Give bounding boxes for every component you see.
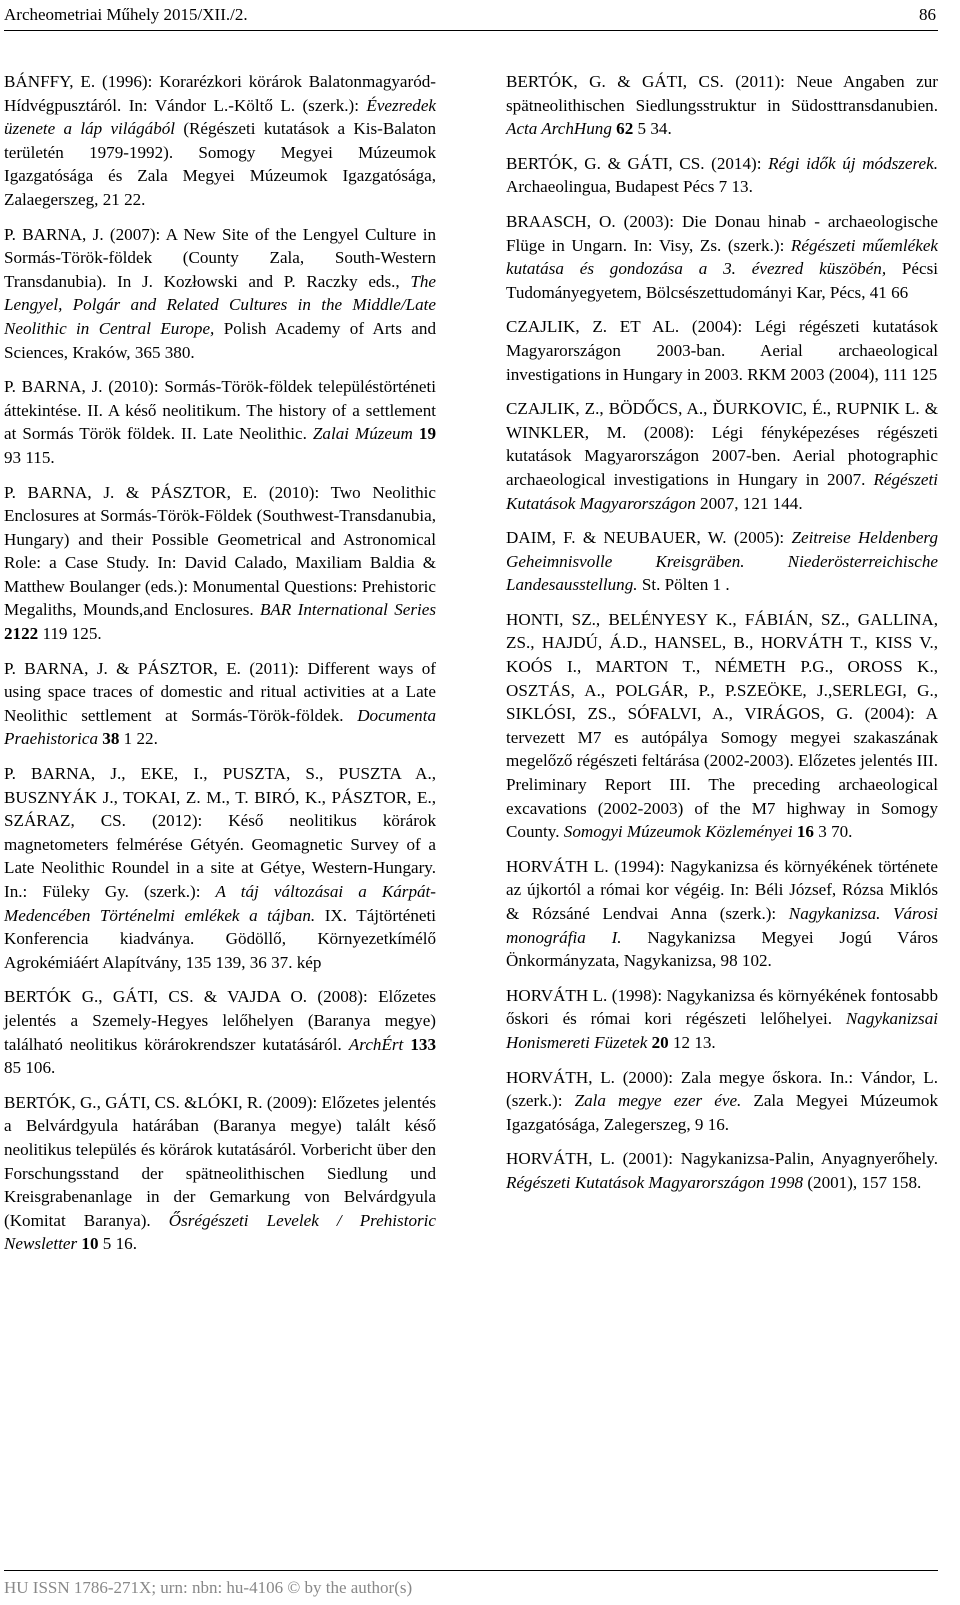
reference-entry bbox=[4, 1091, 436, 1256]
references-left-column bbox=[4, 70, 436, 1267]
reference-text: 2122 bbox=[4, 624, 39, 644]
reference-text: Somogyi Múzeumok Közleményei bbox=[563, 822, 793, 842]
page-footer bbox=[0, 1570, 960, 1605]
references-right-column bbox=[506, 70, 938, 1206]
reference-entry bbox=[4, 985, 436, 1079]
reference-text: Zalai Múzeum bbox=[312, 424, 413, 444]
reference-text: Nagykanizsai Honismereti Füzetek bbox=[506, 1009, 938, 1052]
reference-text: BERTÓK, G. & GÁTI, CS. (2014): bbox=[506, 153, 769, 173]
reference-text: Régészeti műemlékek kutatása és gondozása a 3. évezred küszöbén, bbox=[506, 235, 938, 279]
reference-text: 85 106. bbox=[4, 1058, 56, 1078]
reference-text: The Lengyel, Polgár and Related Cultures in the Middle/Late Neolithic in Central Europe, bbox=[4, 271, 436, 338]
reference-text: St. Pölten 1 . bbox=[637, 575, 730, 595]
reference-text: Régészeti Kutatások Magyarországon bbox=[506, 469, 938, 513]
reference-entry bbox=[4, 481, 436, 646]
reference-text: CZAJLIK, Z., BÖDŐCS, A., ĎURKOVIC, É., RUPNIK L. & WINKLER, M. (2008): Légi fényképezéses régészeti kutatások Magyarországon 2007-ben. Aerial photographic archaeological investigations in Hungary in 2007. bbox=[506, 399, 938, 489]
reference-text: BRAASCH, O. (2003): Die Donau hinab - archaeologische Flüge in Ungarn. In: Visy, Zs. (szerk.): bbox=[506, 211, 938, 255]
reference-text: (2001), 157 158. bbox=[803, 1172, 922, 1192]
reference-text: P. BARNA, J. (2007): A New Site of the Lengyel Culture in Sormás-Török-földek (County Zala, South-Western Transdanubia). In J. Kozłowski and P. Raczky eds., bbox=[4, 224, 436, 291]
reference-entry bbox=[4, 223, 436, 365]
reference-text: 16 bbox=[796, 822, 814, 842]
reference-text: Régi idők új módszerek. bbox=[768, 153, 938, 173]
issn-line: HU ISSN 1786-271X; urn: nbn: hu-4106 © by the author(s) bbox=[4, 1578, 413, 1597]
reference-text: P. BARNA, J. (2010): Sormás-Török-földek településtörténeti áttekintése. II. A késő neolitikum. The history of a settlement at Sormás Török földek. II. Late Neolithic. bbox=[4, 377, 436, 444]
reference-text: Polish Academy of Arts and Sciences, Kraków, 365 380. bbox=[4, 318, 436, 362]
reference-text: Ősrégészeti Levelek / Prehistoric Newsletter bbox=[4, 1210, 436, 1254]
reference-text: Zala megye ezer éve. bbox=[574, 1091, 742, 1111]
reference-text: Pécsi Tudományegyetem, Bölcsészettudományi Kar, Pécs, 41 66 bbox=[506, 259, 938, 302]
reference-text: Zeitreise Heldenberg Geheimnisvolle Kreisgräben. Niederösterreichische Landesausstellung. bbox=[506, 528, 938, 595]
reference-text: Acta ArchHung bbox=[506, 119, 612, 139]
reference-entry bbox=[506, 608, 938, 844]
reference-text: (Régészeti kutatások a Kis-Balaton területén 1979-1992). Somogy Megyei Múzeumok Igazgatósága és Zala Megyei Múzeumok Igazgatósága, Zalaegerszeg, 21 22. bbox=[4, 119, 436, 209]
reference-text: 119 125. bbox=[38, 624, 102, 644]
reference-text: BERTÓK, G. & GÁTI, CS. (2011): Neue Angaben zur spätneolithischen Siedlungsstruktur in Südosttransdanubien. bbox=[506, 72, 938, 115]
page-number: 86 bbox=[919, 5, 936, 24]
reference-text: HORVÁTH, L. (2001): Nagykanizsa-Palin, Anyagnyerőhely. bbox=[506, 1149, 938, 1169]
reference-text: 93 115. bbox=[4, 447, 55, 467]
reference-text: P. BARNA, J. & PÁSZTOR, E. (2010): Two Neolithic Enclosures at Sormás-Török-Földek (Southwest-Transdanubia, Hungary) and their Possible Geometrical and Astronomical Role: a Case Study. In: David Calado, Maxiliam Baldia & Matthew Boulanger (eds.): Monumental Questions: Prehistoric Megaliths, Mounds,and Enclosures. bbox=[4, 482, 436, 620]
reference-entry bbox=[506, 397, 938, 515]
reference-entry bbox=[506, 315, 938, 386]
reference-text: HORVÁTH, L. (2000): Zala megye őskora. In.: Vándor, L. (szerk.): bbox=[506, 1067, 938, 1111]
reference-entry bbox=[506, 855, 938, 973]
reference-text: 62 bbox=[616, 119, 634, 139]
reference-entry bbox=[4, 657, 436, 751]
reference-entry bbox=[506, 70, 938, 141]
reference-text: ArchÉrt bbox=[348, 1034, 404, 1054]
header-rule bbox=[4, 30, 938, 31]
reference-entry bbox=[506, 210, 938, 304]
reference-text: 2007, 121 144. bbox=[695, 493, 803, 513]
reference-entry bbox=[506, 984, 938, 1055]
reference-text: 3 70. bbox=[813, 822, 853, 842]
journal-title: Archeometriai Műhely 2015/XII./2. bbox=[4, 5, 248, 24]
reference-text: Zala Megyei Múzeumok Igazgatósága, Zalegerszeg, 9 16. bbox=[506, 1091, 939, 1134]
reference-text: 12 13. bbox=[668, 1032, 716, 1052]
reference-text: 38 bbox=[102, 729, 120, 749]
reference-text: A táj változásai a Kárpát-Medencében Történelmi emlékek a tájban. bbox=[4, 882, 436, 925]
page-header bbox=[0, 0, 960, 32]
reference-text: Archaeolingua, Budapest Pécs 7 13. bbox=[506, 177, 753, 197]
reference-text: HORVÁTH L. (1994): Nagykanizsa és környékének története az újkortól a római kor végéig. In: Béli József, Rózsa Miklós & Rózsáné Lendvai Anna (szerk.): bbox=[506, 856, 938, 923]
reference-text: Nagykanizsa. Városi monográfia I. bbox=[506, 904, 938, 947]
reference-text: 19 bbox=[418, 424, 436, 444]
reference-entry bbox=[506, 1066, 938, 1137]
reference-text: HORVÁTH L. (1998): Nagykanizsa és környékének fontosabb őskori és római kori régészeti lelőhelyei. bbox=[506, 985, 938, 1029]
reference-text: 5 34. bbox=[633, 119, 672, 139]
reference-text: Évezredek üzenete a láp világából bbox=[4, 95, 436, 139]
reference-text: CZAJLIK, Z. ET AL. (2004): Légi régészeti kutatások Magyarországon 2003-ban. Aerial archaeological investigations in Hungary in 2003. RKM 2003 (2004), 111 125 bbox=[506, 317, 938, 384]
reference-text: P. BARNA, J. & PÁSZTOR, E. (2011): Different ways of using space traces of domestic and ritual activities at a Late Neolithic settlement at Sormás-Török-földek. bbox=[4, 658, 436, 725]
footer-rule bbox=[4, 1570, 938, 1571]
reference-text: 20 bbox=[651, 1032, 669, 1052]
reference-text: BERTÓK G., GÁTI, CS. & VAJDA O. (2008): Előzetes jelentés a Szemely-Hegyes lelőhelyen (Baranya megye) található neolitikus körárokrendszer kutatásáról. bbox=[4, 987, 436, 1054]
reference-entry bbox=[4, 70, 436, 212]
reference-entry bbox=[506, 152, 938, 199]
reference-text: 133 bbox=[410, 1034, 437, 1054]
reference-entry bbox=[4, 762, 436, 974]
reference-text: Régészeti Kutatások Magyarországon 1998 bbox=[506, 1172, 804, 1192]
reference-entry bbox=[4, 375, 436, 469]
reference-text: 1 22. bbox=[119, 729, 158, 749]
reference-text: Documenta Praehistorica bbox=[4, 705, 436, 749]
reference-text: BAR International Series bbox=[259, 600, 437, 620]
reference-text: DAIM, F. & NEUBAUER, W. (2005): bbox=[506, 528, 792, 548]
reference-text: HONTI, SZ., BELÉNYESY K., FÁBIÁN, SZ., GALLINA, ZS., HAJDÚ, Á.D., HANSEL, B., HORVÁTH T., KISS V., KOÓS I., MARTON T., NÉMETH P.G., OROSS K., OSZTÁS, A., POLGÁR, P., P.SZEÖKE, J.,SERLEGI, G., SIKLÓSI, ZS., SÓFALVI, A., VIRÁGOS, G. (2004): A tervezett M7 es autópálya Somogy megyei szakaszának megelőző régészeti feltárása (2002-2003). Előzetes jelentés III. Preliminary Report III. The preceding archaeological excavations (2002-2003) of the M7 highway in Somogy County. bbox=[506, 609, 938, 842]
reference-text: IX. Tájtörténeti Konferencia kiadványa. Gödöllő, Környezetkímélő Agrokémiáért Alapítvány, 135 139, 36 37. kép bbox=[4, 905, 436, 972]
reference-entry bbox=[506, 526, 938, 597]
reference-text: P. BARNA, J., EKE, I., PUSZTA, S., PUSZTA A., BUSZNYÁK J., TOKAI, Z. M., T. BIRÓ, K., PÁSZTOR, E., SZÁRAZ, CS. (2012): Késő neolitikus körárok magnetometers felmérése Gétyén. Geomagnetic Survey of a Late Neolithic Roundel in a site at Gétye, Western-Hungary. In.: Füleky Gy. (szerk.): bbox=[4, 764, 436, 901]
reference-text: 10 bbox=[81, 1234, 99, 1254]
reference-entry bbox=[506, 1147, 938, 1194]
reference-text: BÁNFFY, E. (1996): Korarézkori körárok Balatonmagyaród-Hídvégpusztáról. In: Vándor L.-Költő L. (szerk.): bbox=[4, 72, 436, 115]
reference-text: 5 16. bbox=[98, 1234, 137, 1254]
reference-text: Nagykanizsa Megyei Jogú Város Önkormányzata, Nagykanizsa, 98 102. bbox=[506, 927, 938, 971]
reference-text: BERTÓK, G., GÁTI, CS. &LÓKI, R. (2009): Előzetes jelentés a Belvárdgyula határában (Baranya megye) talált késő neolitikus település és körárok kutatásáról. Vorbericht über den Forschungsstand der spätneolithischen Siedlung und Kreisgrabenanlage in der Gemarkung von Belvárdgyula (Komitat Baranya). bbox=[4, 1092, 436, 1230]
